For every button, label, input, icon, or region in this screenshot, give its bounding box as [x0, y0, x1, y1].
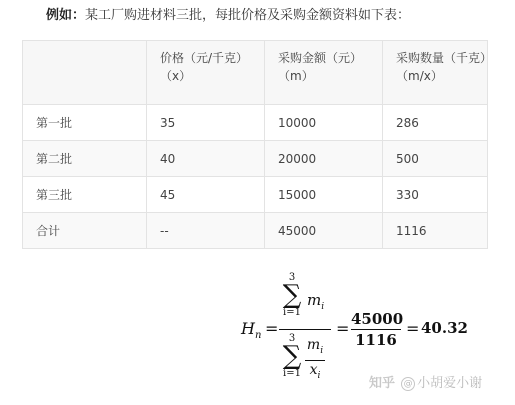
denominator-fraction-bar — [305, 360, 325, 361]
table-cell: 35 — [147, 105, 265, 141]
table-cell: 15000 — [265, 177, 383, 213]
table-cell: 330 — [383, 177, 488, 213]
table-header-cell: 采购金额（元）（m） — [265, 41, 383, 105]
equals-sign: = — [265, 319, 279, 338]
sum-upper-limit: 3 — [288, 333, 296, 344]
denominator-fraction-bottom — [305, 362, 325, 384]
numeric-denominator: 1116 — [355, 331, 397, 349]
numeric-numerator: 45000 — [351, 310, 404, 328]
table-row-total — [23, 213, 488, 249]
table-cell: 45000 — [265, 213, 383, 249]
sum-lower-limit: i=1 — [283, 307, 301, 318]
denominator-fraction — [305, 337, 325, 384]
table-cell: 第三批 — [23, 177, 147, 213]
denominator-top-symbol: m — [306, 337, 321, 353]
watermark-author: 小胡爱小谢 — [417, 376, 483, 391]
numeric-fraction — [351, 310, 404, 349]
at-icon: @ — [401, 377, 415, 391]
formula-lhs-symbol: H — [241, 319, 255, 338]
intro-text — [46, 6, 410, 26]
numeric-fraction-bar — [351, 329, 401, 330]
numerator-term — [307, 291, 324, 312]
table-row — [23, 177, 488, 213]
equals-sign: = — [406, 319, 420, 338]
table-cell: -- — [147, 213, 265, 249]
denominator-bottom-symbol: x — [309, 361, 318, 378]
zhihu-watermark — [369, 372, 482, 391]
table-header-cell: 价格（元/千克）（x） — [147, 41, 265, 105]
intro-body: 某工厂购进材料三批，每批价格及采购金额资料如下表： — [85, 8, 411, 23]
table-cell: 286 — [383, 105, 488, 141]
zhihu-logo: 知乎 — [369, 376, 396, 391]
denominator-top-subscript: i — [320, 345, 324, 356]
table-cell: 20000 — [265, 141, 383, 177]
table-header-row — [23, 41, 488, 105]
table-cell: 1116 — [383, 213, 488, 249]
table-row — [23, 105, 488, 141]
table-cell: 10000 — [265, 105, 383, 141]
numerator-term-subscript: i — [321, 302, 325, 312]
table-header-cell — [23, 41, 147, 105]
numerator-term-symbol: m — [307, 291, 322, 309]
sigma-symbol: ∑ — [282, 280, 302, 310]
table-header-cell: 采购数量（千克）（m/x） — [383, 41, 488, 105]
table-cell: 第一批 — [23, 105, 147, 141]
sigma-symbol: ∑ — [282, 341, 302, 371]
table-cell: 合计 — [23, 213, 147, 249]
sum-lower-limit: i=1 — [283, 368, 301, 379]
harmonic-mean-formula — [241, 268, 471, 386]
formula-result: 40.32 — [421, 319, 468, 337]
formula-lhs-subscript: n — [254, 330, 262, 342]
sum-upper-limit: 3 — [288, 272, 296, 283]
table-cell: 500 — [383, 141, 488, 177]
denominator-sum — [281, 333, 303, 379]
table-row — [23, 141, 488, 177]
table-cell: 45 — [147, 177, 265, 213]
denominator-bottom-subscript: i — [317, 370, 321, 381]
price-table — [22, 40, 488, 249]
main-fraction-bar — [279, 329, 331, 330]
table-cell: 40 — [147, 141, 265, 177]
formula-lhs — [241, 319, 261, 341]
denominator-fraction-top — [305, 337, 325, 359]
intro-lead: 例如： — [46, 8, 86, 23]
table-cell: 第二批 — [23, 141, 147, 177]
numerator-sum — [281, 272, 303, 318]
equals-sign: = — [336, 319, 350, 338]
